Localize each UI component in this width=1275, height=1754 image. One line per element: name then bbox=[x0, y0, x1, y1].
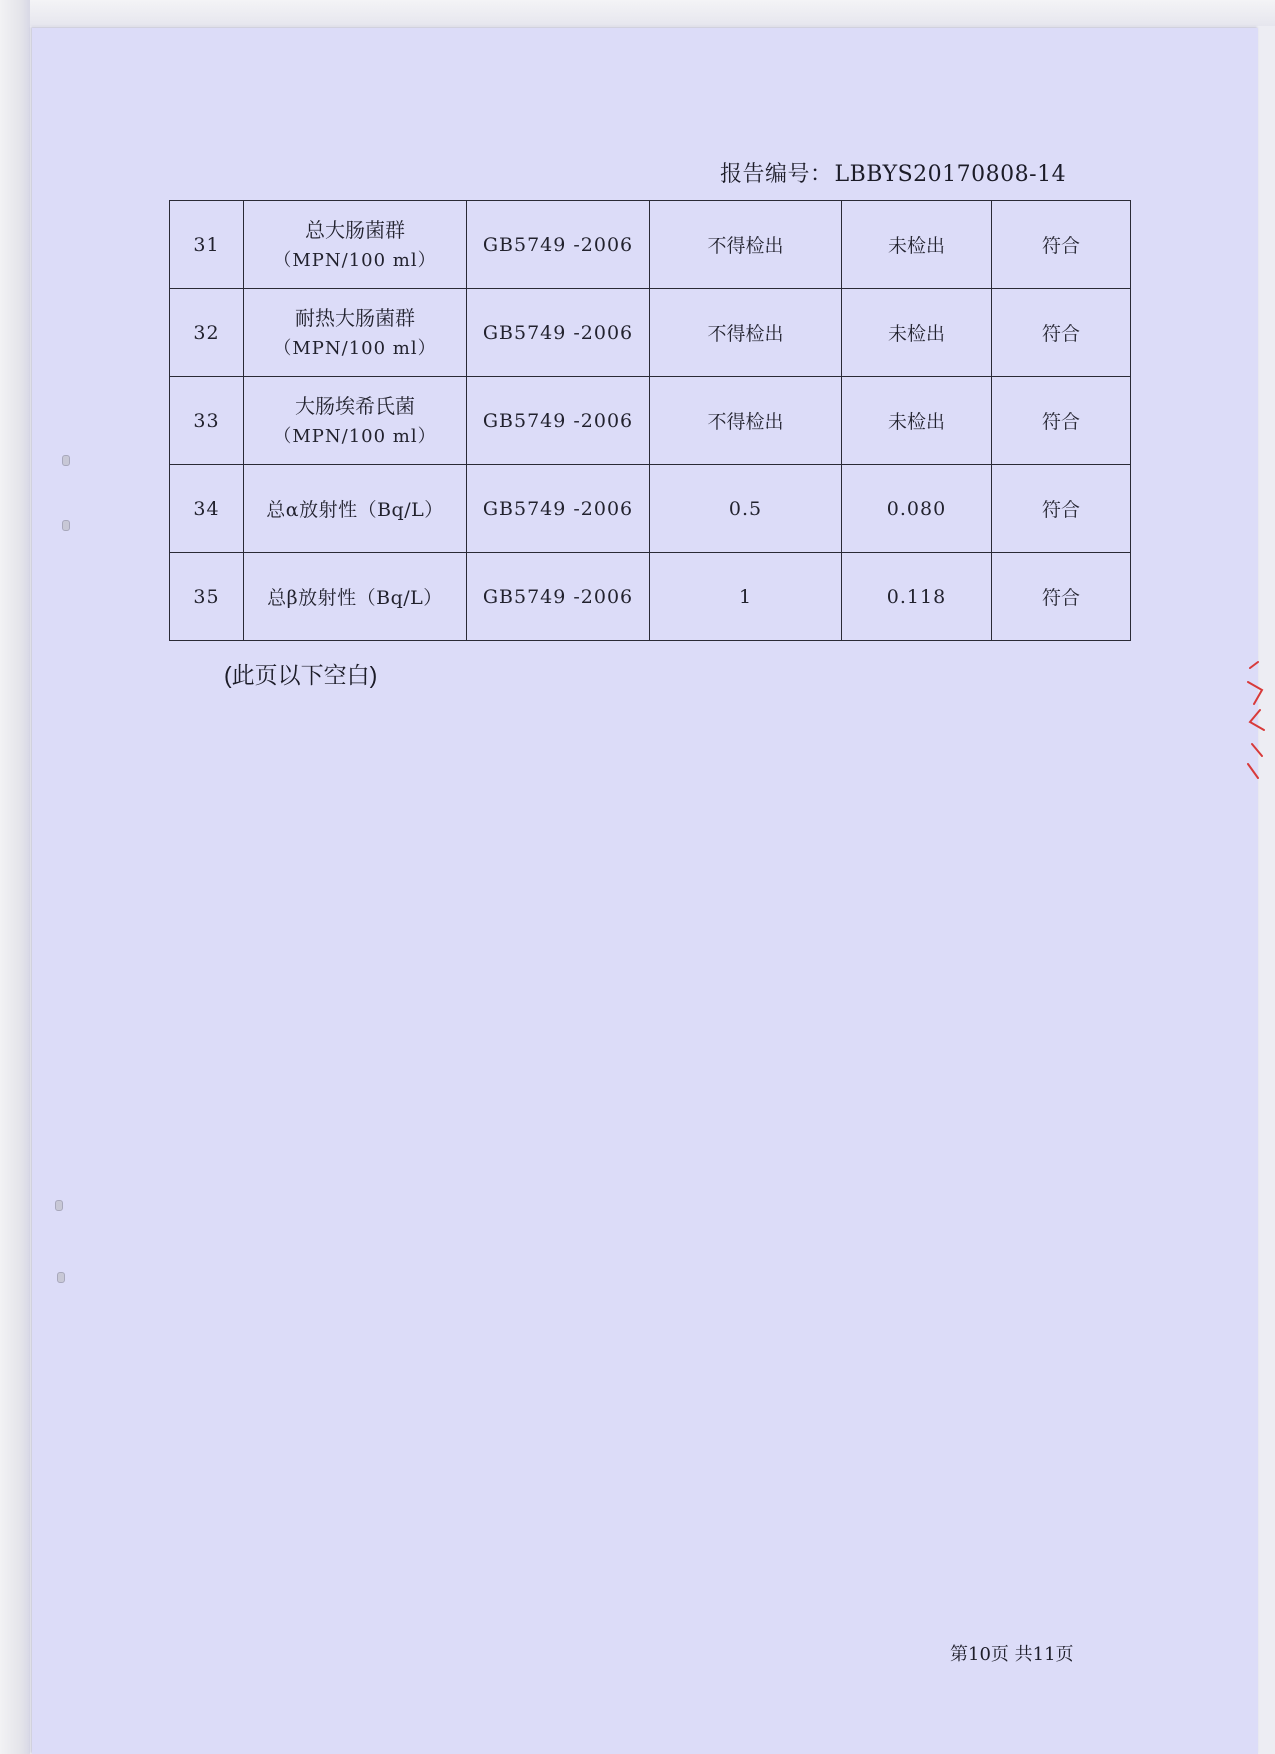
table-row bbox=[170, 553, 1131, 641]
row-number: 34 bbox=[170, 465, 244, 553]
item-cell bbox=[244, 201, 467, 289]
results-table bbox=[169, 200, 1131, 641]
row-number: 32 bbox=[170, 289, 244, 377]
result-cell: 0.118 bbox=[842, 553, 992, 641]
limit-cell: 不得检出 bbox=[650, 289, 842, 377]
result-cell: 未检出 bbox=[842, 201, 992, 289]
table-row bbox=[170, 289, 1131, 377]
report-number bbox=[720, 157, 1120, 188]
table-row bbox=[170, 201, 1131, 289]
punch-hole-mark bbox=[57, 1272, 65, 1283]
page-number: 第10页 共11页 bbox=[950, 1644, 1074, 1665]
item-unit: （MPN/100 ml） bbox=[273, 425, 437, 447]
row-number: 33 bbox=[170, 377, 244, 465]
limit-cell: 不得检出 bbox=[650, 201, 842, 289]
blank-below-note: (此页以下空白) bbox=[224, 662, 378, 688]
table-row bbox=[170, 377, 1131, 465]
standard-cell: GB5749 -2006 bbox=[467, 553, 650, 641]
scan-background-left bbox=[0, 0, 30, 1754]
seal-fragment-icon bbox=[1244, 660, 1268, 780]
item-cell bbox=[244, 289, 467, 377]
punch-hole-mark bbox=[55, 1200, 63, 1211]
verdict-cell: 符合 bbox=[992, 289, 1131, 377]
limit-cell: 0.5 bbox=[650, 465, 842, 553]
standard-cell: GB5749 -2006 bbox=[467, 289, 650, 377]
punch-hole-mark bbox=[62, 455, 70, 466]
item-unit: （MPN/100 ml） bbox=[273, 337, 437, 359]
row-number: 31 bbox=[170, 201, 244, 289]
verdict-cell: 符合 bbox=[992, 377, 1131, 465]
standard-cell: GB5749 -2006 bbox=[467, 465, 650, 553]
scan-background-top bbox=[0, 0, 1275, 26]
item-cell: 总α放射性（Bq/L） bbox=[244, 465, 467, 553]
item-name: 耐热大肠菌群 bbox=[295, 305, 415, 330]
verdict-cell: 符合 bbox=[992, 553, 1131, 641]
report-number-value: LBBYS20170808-14 bbox=[834, 162, 1067, 187]
item-cell bbox=[244, 377, 467, 465]
standard-cell: GB5749 -2006 bbox=[467, 377, 650, 465]
report-number-label: 报告编号： bbox=[720, 162, 833, 187]
item-cell: 总β放射性（Bq/L） bbox=[244, 553, 467, 641]
table-row bbox=[170, 465, 1131, 553]
result-cell: 0.080 bbox=[842, 465, 992, 553]
result-cell: 未检出 bbox=[842, 377, 992, 465]
verdict-cell: 符合 bbox=[992, 201, 1131, 289]
item-name: 大肠埃希氏菌 bbox=[295, 393, 415, 418]
result-cell: 未检出 bbox=[842, 289, 992, 377]
item-name: 总大肠菌群 bbox=[305, 217, 405, 242]
item-unit: （MPN/100 ml） bbox=[273, 249, 437, 271]
limit-cell: 不得检出 bbox=[650, 377, 842, 465]
verdict-cell: 符合 bbox=[992, 465, 1131, 553]
punch-hole-mark bbox=[62, 520, 70, 531]
standard-cell: GB5749 -2006 bbox=[467, 201, 650, 289]
limit-cell: 1 bbox=[650, 553, 842, 641]
row-number: 35 bbox=[170, 553, 244, 641]
